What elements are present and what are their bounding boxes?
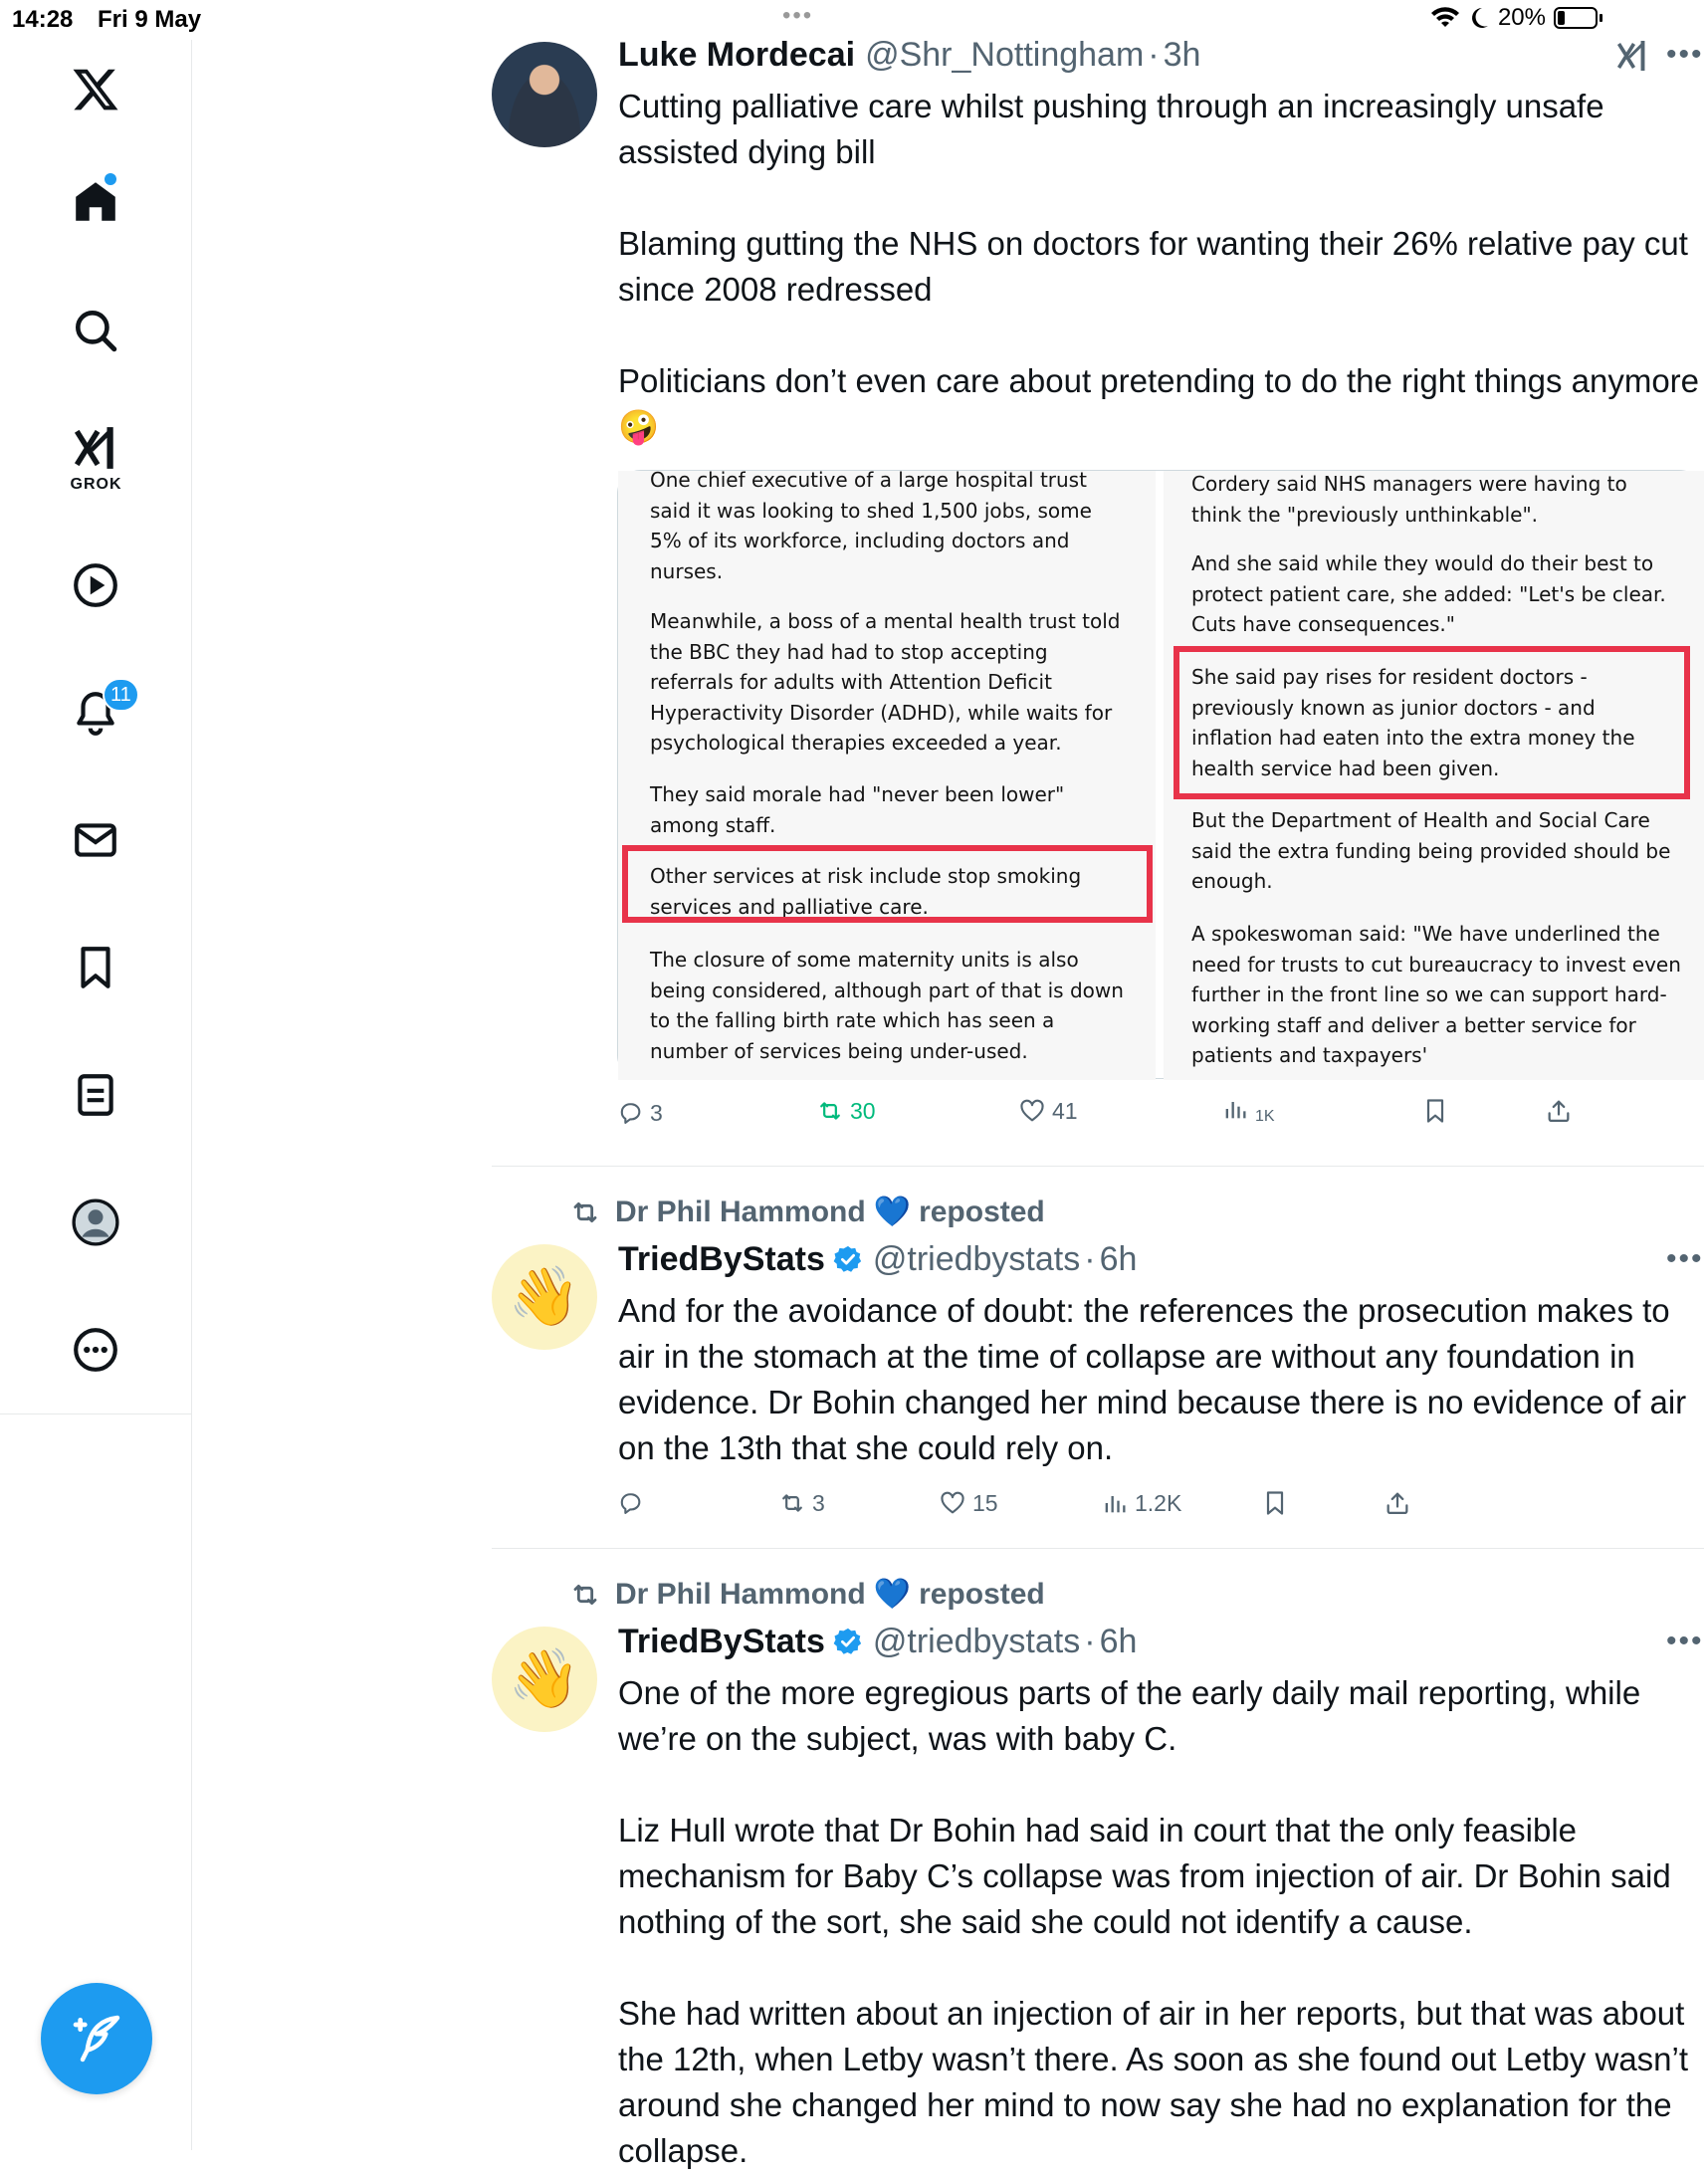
verified-badge-icon [833, 1244, 863, 1274]
media-paragraph: The closure of some maternity units is also being considered, although part of that is down to the falling birth rate which has seen a number of services being under-used. [650, 948, 1124, 1063]
status-time: 14:28 [12, 6, 74, 33]
repost-button[interactable] [778, 1489, 825, 1517]
heart-icon [939, 1489, 966, 1517]
compose-icon [69, 2011, 124, 2066]
avatar[interactable] [492, 42, 597, 147]
tweet-time[interactable]: 6h [1099, 1240, 1138, 1278]
compose-button[interactable] [41, 1983, 152, 2094]
tweet-paragraph: One of the more egregious parts of the early daily mail reporting, while we’re on the subject, was with baby C. [618, 1674, 1641, 1757]
blue-heart-emoji: 💙 [873, 1578, 912, 1611]
media-paragraph: Cordery said NHS managers were having to think the "previously unthinkable". [1191, 472, 1627, 527]
battery-percent: 20% [1497, 4, 1546, 31]
repost-context-icon [569, 1579, 601, 1611]
tweet-media[interactable] [617, 470, 1703, 1079]
media-paragraph: But the Department of Health and Social Care said the extra funding being provided should be enough. [1191, 808, 1671, 893]
bookmark-icon [1261, 1489, 1289, 1517]
tweet-text [618, 84, 1708, 450]
waving-hand-emoji: 👋 [508, 1264, 581, 1329]
media-paragraph: They said morale had "never been lower" among staff. [650, 782, 1065, 837]
repost-context-icon [569, 1196, 601, 1228]
media-paragraph-highlighted: She said pay rises for resident doctors - previously known as junior doctors - and inflation had eaten into the extra money the health service had been given. [1191, 665, 1635, 780]
home-icon[interactable] [56, 162, 135, 242]
heart-icon [1018, 1097, 1046, 1125]
tweet-header [618, 36, 1200, 75]
profile-icon[interactable] [56, 1183, 135, 1262]
tweet-divider [492, 1548, 1704, 1549]
views-icon [1221, 1095, 1249, 1123]
reply-count: 3 [650, 1099, 663, 1126]
sidebar [0, 40, 192, 2150]
tweet-text [618, 1670, 1708, 2174]
avatar[interactable] [492, 1244, 597, 1350]
repost-icon [816, 1097, 844, 1125]
more-options-icon[interactable]: ••• [1666, 38, 1704, 71]
views-button[interactable] [1101, 1489, 1181, 1517]
user-handle[interactable]: @triedbystats [872, 1240, 1081, 1278]
repost-count: 3 [812, 1489, 825, 1516]
tweet-header [618, 1240, 1137, 1279]
list-icon[interactable] [56, 1055, 135, 1135]
bookmark-button[interactable] [1421, 1097, 1449, 1125]
home-new-dot [105, 173, 116, 185]
like-count: 15 [972, 1489, 998, 1516]
tweet-time[interactable]: 3h [1163, 36, 1201, 74]
tweet-paragraph: And for the avoidance of doubt: the references the prosecution makes to air in the stomach at the time of collapse are without any foundation in evidence. Dr Bohin changed her mind because there is no evidence of air on the 13th that she could rely on. [618, 1292, 1687, 1466]
mail-icon[interactable] [56, 800, 135, 880]
repost-context [569, 1577, 1045, 1612]
avatar[interactable] [492, 1627, 597, 1732]
user-handle[interactable]: @triedbystats [872, 1623, 1081, 1660]
reply-icon [616, 1099, 644, 1127]
reposter-name[interactable]: Dr Phil Hammond [615, 1195, 866, 1228]
media-paragraph: Meanwhile, a boss of a mental health trust told the BBC they had had to stop accepting referrals for adults with Attention Deficit Hyperactivity Disorder (ADHD), while waits for psychological therapies exceeded a year. [650, 609, 1121, 755]
separator: · [1148, 36, 1160, 74]
repost-icon [778, 1489, 806, 1517]
bookmark-icon[interactable] [56, 928, 135, 1007]
blue-heart-emoji: 💙 [873, 1196, 912, 1228]
share-button[interactable] [1384, 1489, 1411, 1517]
like-count: 41 [1052, 1097, 1078, 1124]
views-icon [1101, 1489, 1129, 1517]
tweet-divider [492, 1166, 1704, 1167]
waving-hand-emoji: 👋 [508, 1646, 581, 1711]
multitask-dots[interactable]: ••• [782, 2, 814, 29]
tweet-paragraph: She had written about an injection of air in her reports, but that was about the 12th, when Letby wasn’t there. As soon as she found out Letby wasn’t around she changed her mind to now say she had no explanation for the collapse. [618, 1995, 1689, 2169]
separator: · [1084, 1623, 1096, 1660]
grok-icon[interactable] [56, 418, 135, 478]
user-name[interactable]: TriedByStats [618, 1623, 825, 1660]
reply-icon [616, 1489, 644, 1517]
status-date: Fri 9 May [98, 6, 202, 33]
media-paragraph: A spokeswoman said: "We have underlined the need for trusts to cut bureaucracy to invest even further in the front line so we can support hard-working staff and deliver a better service for patients and taxpayers' [1191, 922, 1681, 1067]
media-column-right [1164, 471, 1704, 1080]
notifications-badge: 11 [103, 678, 139, 712]
verified-badge-icon [833, 1627, 863, 1656]
user-name[interactable]: Luke Mordecai [618, 36, 856, 74]
repost-button[interactable] [816, 1097, 876, 1125]
tweet-paragraph: Liz Hull wrote that Dr Bohin had said in court that the only feasible mechanism for Baby C’s collapse was from injection of air. Dr Bohin said nothing of the sort, she said she could not identify a cause. [618, 1812, 1671, 1940]
views-count: 1.2K [1135, 1489, 1182, 1516]
tweet-paragraph: Cutting palliative care whilst pushing through an increasingly unsafe assisted dying bill [618, 88, 1604, 170]
search-icon[interactable] [56, 291, 135, 370]
bookmark-button[interactable] [1261, 1489, 1289, 1517]
tweet-text [618, 1288, 1708, 1471]
video-icon[interactable] [56, 545, 135, 625]
separator: · [1084, 1240, 1096, 1278]
grok-label: GROK [70, 476, 122, 493]
more-options-icon[interactable]: ••• [1666, 1625, 1704, 1657]
reposter-name[interactable]: Dr Phil Hammond [615, 1577, 866, 1611]
user-handle[interactable]: @Shr_Nottingham [865, 36, 1145, 74]
media-paragraph: One chief executive of a large hospital trust said it was looking to shed 1,500 jobs, some 5% of its workforce, including doctors and nurses. [650, 468, 1092, 583]
repost-context [569, 1195, 1045, 1229]
highlight-box [622, 845, 1153, 923]
more-options-icon[interactable]: ••• [1666, 1242, 1704, 1275]
highlight-box [1174, 646, 1690, 799]
x-logo-icon[interactable] [56, 50, 135, 129]
tweet-paragraph: Politicians don’t even care about pretending to do the right things anymore 🤪 [618, 362, 1700, 445]
share-button[interactable] [1545, 1097, 1573, 1125]
like-button[interactable] [1018, 1097, 1078, 1125]
reply-button[interactable] [616, 1489, 644, 1517]
media-paragraph: And she said while they would do their best to protect patient care, she added: "Let's be clear. Cuts have consequences." [1191, 551, 1666, 636]
repost-count: 30 [850, 1097, 876, 1124]
reposted-label: reposted [919, 1195, 1045, 1228]
tweet-paragraph: Blaming gutting the NHS on doctors for wanting their 26% relative pay cut since 2008 redressed [618, 225, 1688, 308]
bookmark-icon [1421, 1097, 1449, 1125]
timeline [193, 0, 1704, 2169]
media-column-left [618, 468, 1156, 1080]
more-icon[interactable] [56, 1310, 135, 1390]
tweet-time[interactable]: 6h [1099, 1623, 1138, 1660]
user-name[interactable]: TriedByStats [618, 1240, 825, 1278]
share-icon [1545, 1097, 1573, 1125]
views-button[interactable] [1221, 1095, 1275, 1123]
reposted-label: reposted [919, 1577, 1045, 1611]
reply-button[interactable] [616, 1099, 663, 1127]
views-count: 1K [1255, 1108, 1275, 1125]
tweet-header [618, 1623, 1137, 1661]
sidebar-divider [0, 1413, 192, 1414]
grok-explain-icon[interactable] [1614, 38, 1650, 74]
like-button[interactable] [939, 1489, 998, 1517]
share-icon [1384, 1489, 1411, 1517]
media-paragraph-highlighted: Other services at risk include stop smoking services and palliative care. [650, 864, 1082, 919]
